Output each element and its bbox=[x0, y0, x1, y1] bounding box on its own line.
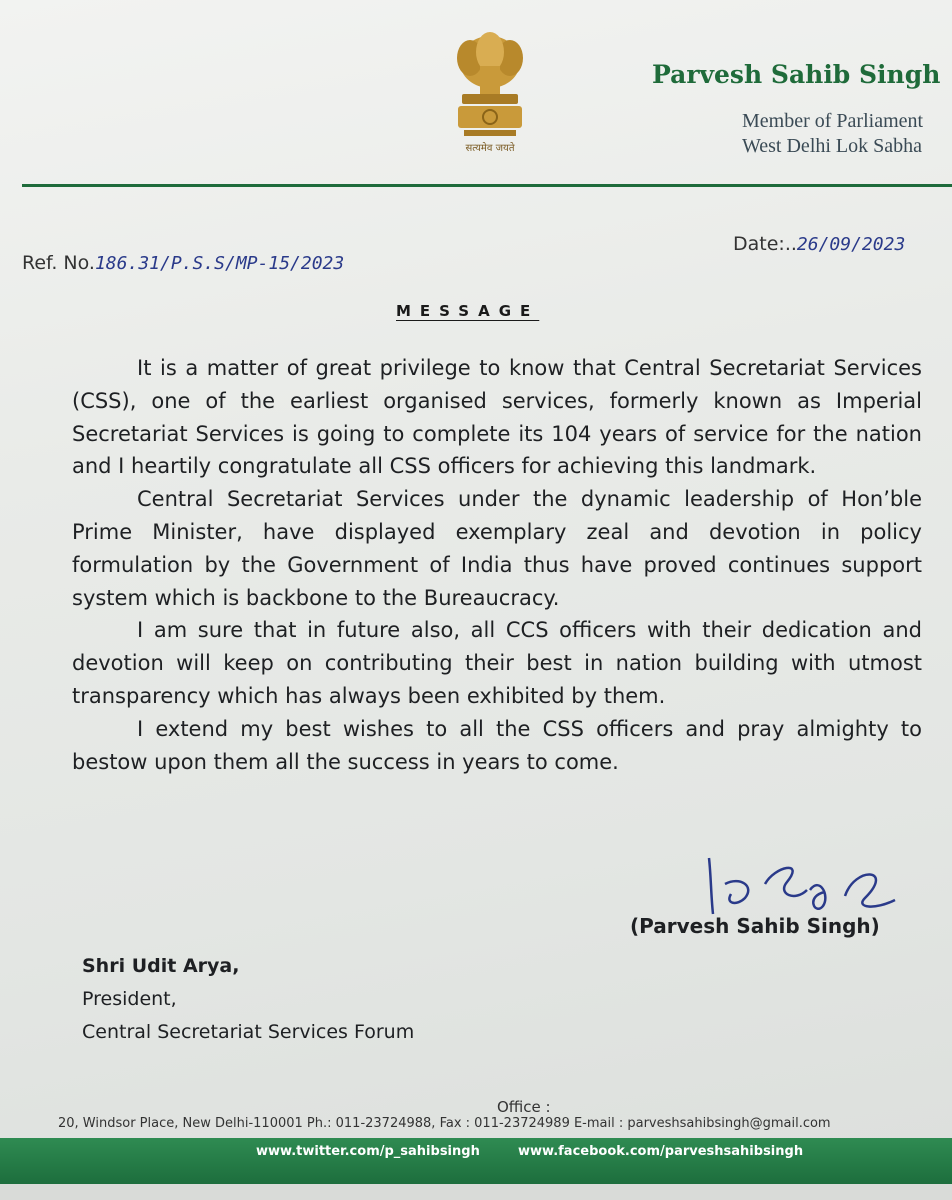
date-label: Date:.. bbox=[733, 233, 797, 255]
office-label: Office : bbox=[497, 1098, 551, 1116]
addressee-name: Shri Udit Arya, bbox=[82, 955, 240, 977]
message-paragraph: I am sure that in future also, all CCS officers with their dedication and devotion will keep on contributing their best in nation building with utmost transparency which has always been exhibited by them. bbox=[72, 618, 922, 708]
date-value: 26/09/2023 bbox=[796, 234, 906, 255]
reference-label: Ref. No. bbox=[22, 252, 95, 274]
reference-number bbox=[22, 252, 344, 274]
addressee-block bbox=[82, 950, 414, 1049]
reference-value: 186.31/P.S.S/MP-15/2023 bbox=[94, 253, 345, 274]
letterhead-designation: Member of Parliament bbox=[742, 110, 924, 132]
addressee-title: President, bbox=[82, 988, 177, 1010]
letterhead-name: Parvesh Sahib Singh bbox=[652, 60, 941, 89]
emblem-motto: सत्यमेव जयते bbox=[465, 143, 515, 154]
office-address: 20, Windsor Place, New Delhi-110001 Ph.: 011-23724988, Fax : 011-23724989 E-mail : parveshsahibsingh@gmail.com bbox=[58, 1116, 831, 1131]
twitter-link[interactable]: www.twitter.com/p_sahibsingh bbox=[256, 1144, 480, 1159]
message-heading: MESSAGE bbox=[396, 302, 540, 320]
message-paragraph: Central Secretariat Services under the dynamic leadership of Hon’ble Prime Minister, have displayed exemplary zeal and devotion in policy formulation by the Government of India thus have proved continues support system which is backbone to the Bureaucracy. bbox=[72, 487, 922, 610]
message-body bbox=[72, 352, 922, 778]
signatory-name: (Parvesh Sahib Singh) bbox=[630, 914, 880, 938]
message-paragraph: I extend my best wishes to all the CSS officers and pray almighty to bestow upon them all the success in years to come. bbox=[72, 716, 922, 774]
addressee-organisation: Central Secretariat Services Forum bbox=[82, 1021, 415, 1043]
header-divider bbox=[22, 184, 952, 187]
bottom-edge bbox=[0, 1184, 952, 1200]
facebook-link[interactable]: www.facebook.com/parveshsahibsingh bbox=[518, 1144, 804, 1159]
letterhead-constituency: West Delhi Lok Sabha bbox=[742, 135, 923, 157]
message-paragraph: It is a matter of great privilege to know that Central Secretariat Services (CSS), one of the earliest organised services, formerly known as Imperial Secretariat Services is going to complete its 104 years of service for the nation and I heartily congratulate all CSS officers for achieving this landmark. bbox=[72, 356, 922, 479]
letter-date bbox=[733, 233, 905, 255]
